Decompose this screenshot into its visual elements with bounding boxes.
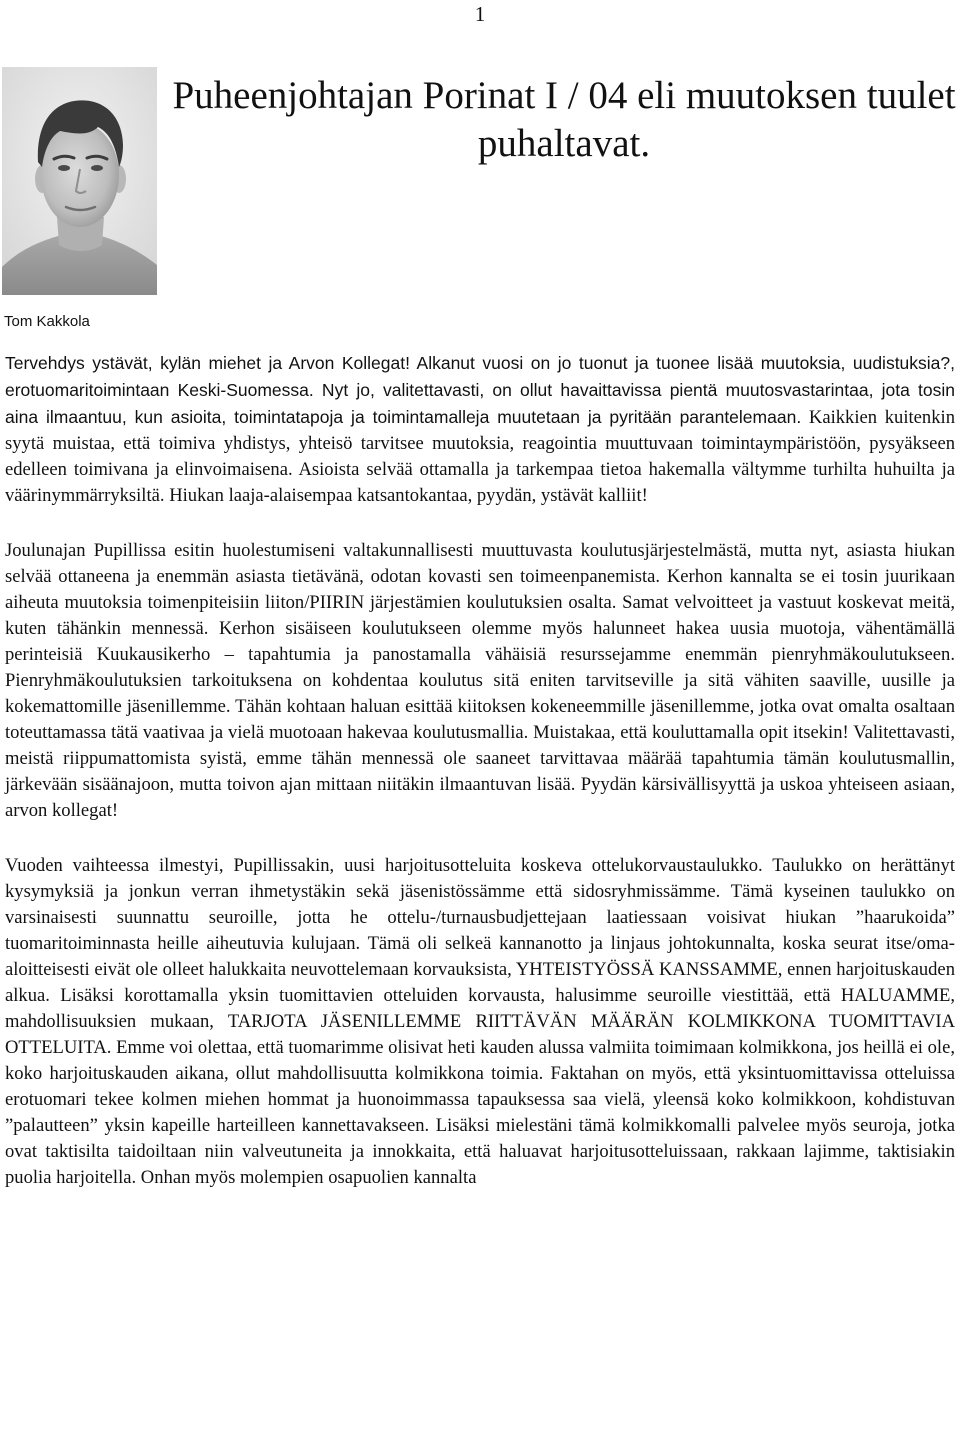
page-number: 1 xyxy=(474,2,486,26)
article-body xyxy=(5,350,955,1220)
paragraph-greeting-serif: Kaikkien kuitenkin syytä muistaa, että toimiva yhdistys, yhteisö tarvitsee muutoksia, reagointia muuttuvaan toimintaympäristöön, pysyäkseen edelleen toimivana ja elinvoimaisena. Asioista selvää ottamalla ja tarkempaa tietoa hakemalla vältymme turhilta huhuilta ja väärinymmärryksiltä. Hiukan laaja-alaisempaa katsantokantaa, pyydän, ystävät kalliit! xyxy=(5,407,955,506)
portrait-caption: Tom Kakkola xyxy=(4,313,90,330)
page-title: Puheenjohtajan Porinat I / 04 eli muutoksen tuulet puhaltavat. xyxy=(172,74,956,165)
paragraph-compensation: Vuoden vaihteessa ilmestyi, Pupillissakin, uusi harjoitusotteluita koskeva ottelukorvaustaulukko. Taulukko on herättänyt kysymyksiä ja jonkun verran ihmetystäkin sekä jäsenistössämme että sidosryhmissämme. Tämä kyseinen taulukko on varsinaisesti suunnattu seuroille, jotta he ottelu-/turnausbudjettejaan laatiessaan voisivat hiukan ”haarukoida” tuomaritoiminnasta heille aiheutuvia kulujaan. Tämä oli selkeä kannanotto ja linjaus johtokunnalta, koska seurat itse/oma-aloitteisesti eivät ole olleet halukkaita neuvottelemaan korvauksista, YHTEISTYÖSSÄ KANSSAMME, ennen harjoituskauden alkua. Lisäksi korottamalla yksin tuomittavien otteluiden korvausta, halusimme seuroille viestittää, että HALUAMME, mahdollisuuksien mukaan, TARJOTA JÄSENILLEMME RIITTÄVÄN MÄÄRÄN KOLMIKKONA TUOMITTAVIA OTTELUITA. Emme voi olettaa, että tuomarimme olisivat heti kauden alussa valmiita toimimaan kolmikkona, jos heillä ei ole, koko harjoituskauden aikana, ollut mahdollisuutta kolmikkona toimia. Faktahan on myös, että yksintuomittavissa otteluissa erotuomari tekee kolmen miehen hommat ja huonoimmassa tapauksessa saa vielä, yleensä koko kolmikkoon, kohdistuvan ”palautteen” yksin kapeille harteilleen kannettavakseen. Lisäksi mielestäni tämä kolmikkomalli palvelee myös seuroja, jotka ovat taktisilta taidoiltaan niin valveutuneita ja innokkaita, että haluavat harjoitusotteluissaan, rakkaan lajimme, taktisiakin puolia harjoitella. Onhan myös molempien osapuolien kannalta xyxy=(5,855,955,1188)
author-portrait xyxy=(2,67,157,295)
paragraph-greeting-sans: Tervehdys ystävät, kylän miehet ja Arvon Kollegat! Alkanut vuosi on jo tuonut ja tuonee lisää muutoksia, uudistuksia?, erotuomaritoimintaan Keski-Suomessa. Nyt jo, valitettavasti, on ollut havaittavissa pientä muutosvastarintaa, jota tosin aina ilmaantuu, kun asioita, toimintatapoja ja toimintamalleja muutetaan ja pyritään parantelemaan. xyxy=(5,353,955,427)
paragraph-greeting xyxy=(5,350,955,509)
paragraph-training: Joulunajan Pupillissa esitin huolestumiseni valtakunnallisesti muuttuvasta koulutusjärjestelmästä, mutta nyt, asiasta hiukan selvää ottaneena ja enemmän asiasta tietävänä, odotan kovasti sen toimeenpanemista. Kerhon kannalta se ei tosin juurikaan aiheuta muutoksia toimenpiteisiin liiton/PIIRIN järjestämien koulutuksien osalta. Samat velvoitteet ja vastuut koskevat meitä, kuten tähänkin mennessä. Kerhon sisäiseen koulutukseen olemme myös halunneet hakea uusia muotoja, vähentämällä perinteisiä Kuukausikerho – tapahtumia ja panostamalla vähäisiä resurssejamme enemmän pienryhmäkoulutukseen. Pienryhmäkoulutuksien tarkoituksena on kohdentaa koulutus sitä eniten tarvitseville ja sitä vähiten saaville, uusille ja kokemattomille jäsenillemme. Tähän kohtaan haluan esittää kiitoksen kokeneemmille jäsenillemme, jotka ovat omalta osaltaan toteuttamassa tätä vaativaa ja vielä muotoaan hakevaa koulutusmallia. Muistakaa, että kouluttamalla opit itsekin! Valitettavasti, meistä riippumattomista syistä, emme tähän mennessä ole saaneet tarvittavaa määrää tapahtumia tämän koulutusmallin, järkevään sisäänajoon, mutta toivon ajan mittaan niitäkin ilmaantuvan lisää. Pyydän kärsivällisyyttä ja uskoa yhteiseen asiaan, arvon kollegat! xyxy=(5,540,955,821)
